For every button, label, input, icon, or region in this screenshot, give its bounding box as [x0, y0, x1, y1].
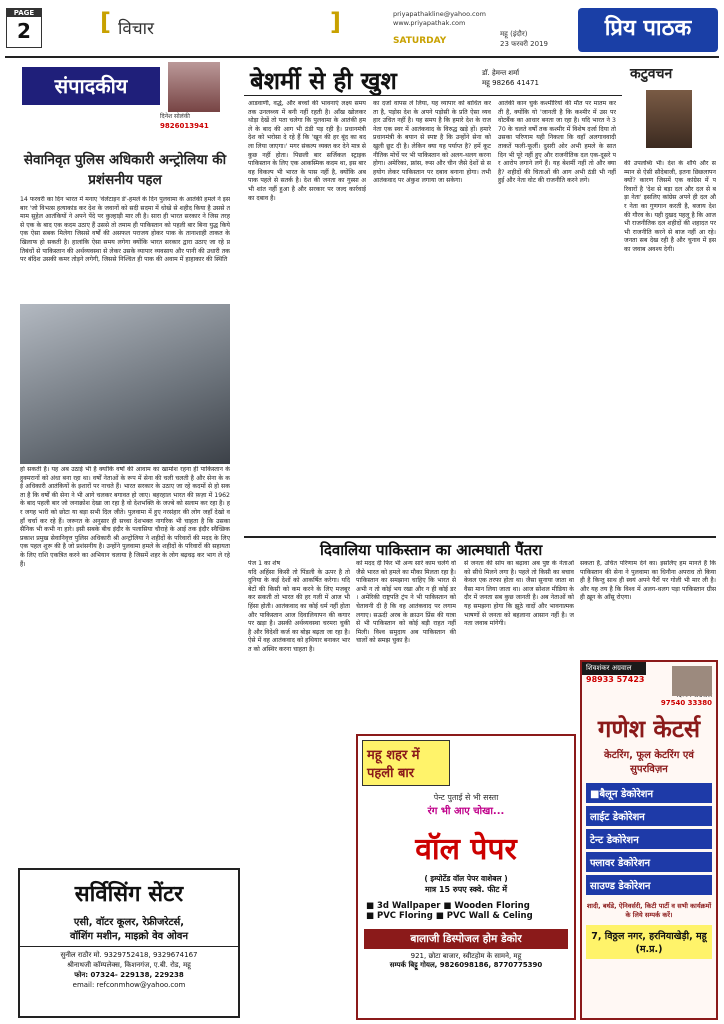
caterer-sub: केटरिंग, फूल केटरिंग एवं सुपरविज़न	[604, 750, 694, 775]
editorial-banner: संपादकीय	[22, 67, 160, 105]
servicing-ad	[18, 868, 240, 1018]
email-text: priyapathakline@yahoo.com	[393, 10, 486, 18]
lead-column-2: का दर्जा वापस ले लिया, यह व्यापार को बाधित करता है, पड़ोस देश के अपने पड़ोसी के प्रति ऐसा व्यवहार उचित नहीं है। यह समय है कि हमारे देश के राजनेता एक स्वर में आतंकवाद के विरुद्ध खड़े हों। हमारे प्रधानमंत्री के बयान से स्पष्ट है कि उन्होंने सेना को खुली छूट दी है। लेकिन क्या यह पर्याप्त है? हमें कूटनीतिक मोर्चे पर भी पाकिस्तान को अलग-थलग करना होगा। अमेरिका, फ्रांस, रूस और चीन जैसे देशों से सहयोग लेकर पाकिस्तान पर दबाव बनाना होगा। तभी आतंकवाद पर अंकुश लगाया जा सकेगा।	[373, 100, 491, 185]
wallpaper-sub: ( इम्पोर्टेड वॉल पेपर वाशेबल )	[424, 874, 508, 883]
caterer-note: शादी, बर्थडे, ऐनिवर्सरी, किटी पार्टी व सभी कार्यक्रमों के लिये सम्पर्क करें।	[586, 902, 712, 919]
lead-column-1: आडवाणी, वर्द्ध, और बच्चों की भावनाएं लक्ष्य समय तक उनलब्ध्य में बनी नहीं रहती है। आँख खोलकर थोड़ा देखें तो पता चलेगा कि पुलवामा के आतंकी हमले के बाद की आग भी ठंडी पड़ रही है। प्रधानमंत्री देश को भरोसा दे रहे हैं कि 'खून की हर बूंद का बदला लिया जाएगा।' मगर संकल्प व्यक्त कर देने मात्र से कुछ नहीं होता। पिछली बार सर्जिकल स्ट्राइक पाकिस्तान के लिए एक आकस्मिक कदम था, इस बार वह विकल्प भी भारत के पास नहीं है, क्योंकि अब पाक पहले से सतर्क है। देश की जनता का गुस्सा अभी शांत नहीं हुआ है और सरकार पर जल्द कार्रवाई का दबाव है।	[248, 100, 366, 202]
caterer-item-3: टेन्ट डेकोरेशन	[586, 829, 712, 849]
wallpaper-first-time-box	[362, 740, 450, 786]
page-number: 2	[17, 19, 31, 43]
servicing-email: email: refconmhow@yahoo.com	[72, 981, 186, 989]
caterer-name-top: शिवशंकर अग्रवाल	[582, 662, 646, 675]
city-text: महू (इंदौर)	[500, 30, 528, 38]
lead-byline	[482, 68, 539, 88]
wallpaper-line-2: रंग भी आए चोखा...	[427, 806, 505, 817]
katuvachan-title: कटुवचन	[630, 66, 673, 82]
logo-text: प्रिय पाठक	[604, 15, 692, 41]
caterers-ad	[580, 660, 718, 1020]
second-column-1: पेज 1 का शेष यदि अहिंसा किसी तो पिंडली के ऊपर है तो दुनिया के कई देशों को आकर्षित करेगा। यदि बेटों की किसी को कम करने के लिए मजबूर कर सकती तो भारत की हर गली में आज भी हिंसा होती। आतंकवाद का कोई धर्म नहीं होता और पाकिस्तान आज दिवालियापन की कगार पर खड़ा है। उसकी अर्थव्यवस्था चरमरा चुकी है और विदेशी कर्ज का बोझ बढ़ता जा रहा है। ऐसे में वह आतंकवाद को हथियार बनाकर भारत को अस्थिर करना चाहता है।	[248, 560, 350, 653]
caterer-photo	[672, 666, 712, 696]
wallpaper-ad	[356, 734, 576, 1020]
section-bracket-right	[330, 8, 341, 36]
contact-info	[393, 10, 486, 28]
wallpaper-line-1: पेन्ट पुताई से भी सस्ता	[433, 793, 499, 802]
servicing-line-1: एसी, वॉटर कूलर, रेफ्रीजरेटर्स,	[73, 917, 185, 928]
second-headline: दिवालिया पाकिस्तान का आत्मघाती पैंतरा	[320, 541, 543, 559]
caterer-item-5: साउण्ड डेकोरेशन	[586, 875, 712, 895]
servicing-contact-2: श्रीनाथजी कॉम्पलेक्स, किशनगंज, ए.बी. रोड, महू	[67, 961, 191, 969]
katuvachan-body: की उपलब्धि भी। देश के शौर्य और सम्मान से ऐसी सौदेबाजी, इतना छिछलापन क्यों? कारण जिसमें एक कांग्रेस में परिवारों है 'देश से बड़ा दल और दल से बड़ा नेता' इसलिए कांग्रेस अपने ही दल और नेता का गुणगान करती है, बजाय देश की गौरव के। यही दुखद पहलू है कि आज भी राजनीतिक दल शहीदों की शहादत पर भी राजनीति करने से बाज नहीं आ रहे। जनता सब देख रही है और चुनाव में इसका जवाब अवश्य देगी।	[624, 160, 716, 253]
wallpaper-price: मात्र 15 रुपए स्क्वे. फीट में	[424, 885, 508, 894]
right-bracket-icon: ]	[330, 8, 341, 36]
website-text: www.priyapathak.com	[393, 19, 466, 27]
section-header	[100, 8, 111, 36]
section-title: विचार	[118, 19, 155, 39]
second-column-4: सकता है, उचित परिणाम देने का। इसलिए हम मानते हैं कि पाकिस्तान की सेना ने पुलवामा का धिनौना अपराध तो किया ही है किन्तु साथ ही स्वयं अपने पैरों पर गोली भी मार ली है। और यह तय है कि विश्व में अलग-थलग पड़ा पाकिस्तान ग्रीस ही ख़ून के आँसू रोएगा।	[580, 560, 716, 602]
servicing-title: सर्विसिंग सेंटर	[74, 881, 184, 907]
editor-name: दिनेश सोलंकी	[160, 113, 190, 120]
page-number-box	[6, 8, 42, 48]
day-text: SATURDAY	[393, 36, 447, 46]
editorial-body-top: 14 फरवरी का दिन भारत में मनाए 'वेलेंटाइन डे'-हमले के दिन पुलवामा के आतंकी हमले ने इस बार 'जो विभत्स हत्याकांड कर देश के जवानों को सदी सदमा में धोखे से शहीद किया है उससे तमाम सुहेल आतंकियों ने अपने पेंदे पर कुल्हाड़ी मार ली है। सारा ही भारत सरकार ने जिस तरह से एक के बाद एक कदम उठाए हैं उससे तो तमाम ही पाकिस्तान को पहली बार बिना युद्ध किये एक ऐसा सबक मिलेगा जिससे वर्षों की असफल पराजय होकर पाक के तानाशाही ताकत के खिलाफ हो सकती है। हालांकि ऐसा समय लगेगा क्योंकि भारत सरकार द्वारा उठाए जा रहे प्रतिबंधों से पाकिस्तान की अर्थव्यवस्था से लेकर उसके व्यापार व्यवसाय और पानी की उधारी तक पर बंदिश उसकी कमर तोड़ने लगेगी, जिससे निश्चित ही पाक की अवाम में हाहाकार की स्थिति	[20, 196, 230, 264]
byline-city: महू	[482, 79, 490, 87]
wallpaper-items-1: ■ 3d Wallpaper ■ Wooden Floring	[366, 901, 530, 911]
second-rule	[244, 536, 716, 538]
lead-rule	[244, 95, 622, 96]
wallpaper-items-2: ■ PVC Floring ■ PVC Wall & Celing	[366, 911, 533, 921]
caterer-phone-top: 98933 57423	[586, 675, 645, 684]
date-text: 23 फरवरी 2019	[500, 40, 548, 48]
caterer-item-1: ■बैलून डेकोरेशन	[586, 783, 712, 803]
wallpaper-top-1: महू शहर में	[367, 748, 420, 763]
header-rule	[5, 56, 719, 58]
editorial-photo	[20, 304, 230, 464]
caterer-address: 7, विठ्ठल नगर, हरनियाखेड़ी, महू (म.प्र.)	[586, 925, 712, 959]
editor-phone: 9826013941	[160, 122, 209, 130]
editorial-body-bottom: हो सकती है। यह अब उठाई भी है क्योंकि वर्षों की आवाम का खामोश रहना ही पाकिस्तान के हुक्मरानों को अंधा बना रहा था। वर्षों नेताओं के रूप में सेना की चली चलती है और सेना के कई अधिकारी आतंकियों के इशारों पर नाचते हैं। भारत सरकार के उठाए जा रहे कदमों से हो सकता है कि वर्षों की सेना ने भी आगे चलकर बगावत हो जाए। बहरहाल भारत की फ़ज़ा में 1962 के बाद पहली बार जो जनाक्रोश देखा जा रहा है वो देशभक्ति के जज्बे को सलाम कर रहा है। हर जगह भारी को छोटा या बड़ा सभी दिल जीते। पुलवामा में हुए नरसंहार की लोग जहाँ देखो वहाँ चर्चा कर रहे हैं। जरूरत के अनुसार ही सच्चा देशभक्त नागरिक भी चाहता है कि उसका सैनिक भी कभी ना हारे। इसी सबके बीच इंदौर के पलासिया चौराहे के आई तक इंदौर स्वैच्छिक प्रकाश प्रमुख सेवानिवृत्त पुलिस अधिकारी श्री अन्ट्रोलिया ने शहीदों के परिवारों की मदद के लिए एक पहल शुरू की है जो प्रशंसनीय है। उन्होंने पुलवामा हमले के शहीदों के परिवारों की सहायता के लिए राशि एकत्रित करने का अभियान चलाया है जिसमें शहर के लोग बढ़चढ़ कर भाग ले रहे हैं।	[20, 466, 230, 568]
servicing-contact-3: फोन: 07324- 229138, 229238	[74, 971, 184, 979]
columnist-photo	[646, 90, 692, 148]
wallpaper-contact: सम्पर्क बिट्टू गोयल, 9826098186, 8770775390	[389, 961, 543, 969]
wallpaper-title: वॉल पेपर	[415, 832, 517, 867]
second-column-3: से जनता की सांप का बढ़ावा अब पुष्ट के नेताओं को सीधे मिलने लगा है। पहले तो किसी का बचाव केवल एक तरफा होता था। जैसा सुनाया जाता था वैसा मान लिया जाता था। आज सोशल मीडिया के दौर में जनता सब कुछ जानती है। अब नेताओं को यह समझना होगा कि झूठे वादों और भावनात्मक भाषणों से जनता को बहलाना आसान नहीं है। जनता जवाब मांगेगी।	[464, 560, 574, 628]
second-column-2: को मदद दी फिर भी अन्य सारे काम चलेंगे वो जैसे भारत को हमले का मौका मिलता रहा है। पाकिस्तान का समझाना चाहिए कि भारत से अभी न तो कोई भय रखा और न ही कोई डर। अमेरिकी राष्ट्रपति ट्रंप ने भी पाकिस्तान को चेतावनी दी है कि वह आतंकवाद पर लगाम लगाए। सऊदी अरब के क्राउन प्रिंस की यात्रा से भी पाकिस्तान को कोई बड़ी राहत नहीं मिली। विश्व समुदाय अब पाकिस्तान की चालों को समझ चुका है।	[356, 560, 456, 645]
lead-column-3: आतंकी कान चुके कश्मीरियों की मौत पर मातम करती है, क्योंकि यो 'जानती है कि कश्मीर में उस पर वोटबैंक का आधार बनता जा रहा है। यदि भारत ने 370 के चलते वर्षों तक कश्मीर में विशेष दर्जा दिया तो उसका परिणाम यही निकला कि वहाँ अलगाववादी ताकतें फली-फूलीं। दुसरी ओर अभी हमले के सात दिन भी पूरे नहीं हुए और राजनीतिक दल एक-दूसरे पर आरोप लगाने लगे हैं। यह बेशर्मी नहीं तो और क्या है? शहीदों की चिताओं की आग अभी ठंडी भी नहीं हुई और नेता वोट की राजनीति करने लगे।	[498, 100, 616, 185]
lead-headline: बेशर्मी से ही खुश	[250, 66, 397, 95]
editorial-headline: सेवानिवृत पुलिस अधिकारी अन्ट्रोलिया की प्रशंसनीय पहल	[23, 152, 227, 188]
wallpaper-top-2: पहली बार	[367, 766, 415, 781]
caterer-title: गणेश केटर्स	[597, 714, 701, 743]
byline-phone: 98266 41471	[492, 79, 539, 87]
left-bracket-icon: [	[100, 8, 111, 36]
newspaper-logo	[578, 8, 718, 52]
caterer-item-2: लाईट डेकोरेशन	[586, 806, 712, 826]
servicing-contact-1: सुनील राठौर मो. 9329752418, 9329674167	[60, 951, 198, 959]
page-label: PAGE	[7, 9, 41, 17]
wallpaper-shop: बालाजी डिस्पोजल होम डेकोर	[364, 929, 568, 949]
servicing-line-2: वॉशिंग मशीन, माइक्रो वेव ओवन	[69, 931, 189, 942]
caterer-phone-2: 97540 33380	[660, 699, 712, 707]
caterer-item-4: फ्लावर डेकोरेशन	[586, 852, 712, 872]
wallpaper-address: 921, छोटा बाजार, स्वीटहोम के सामने, महू	[410, 952, 522, 960]
byline-name: डॉ. हेमन्त शर्मा	[482, 69, 520, 77]
editor-photo	[168, 62, 220, 112]
